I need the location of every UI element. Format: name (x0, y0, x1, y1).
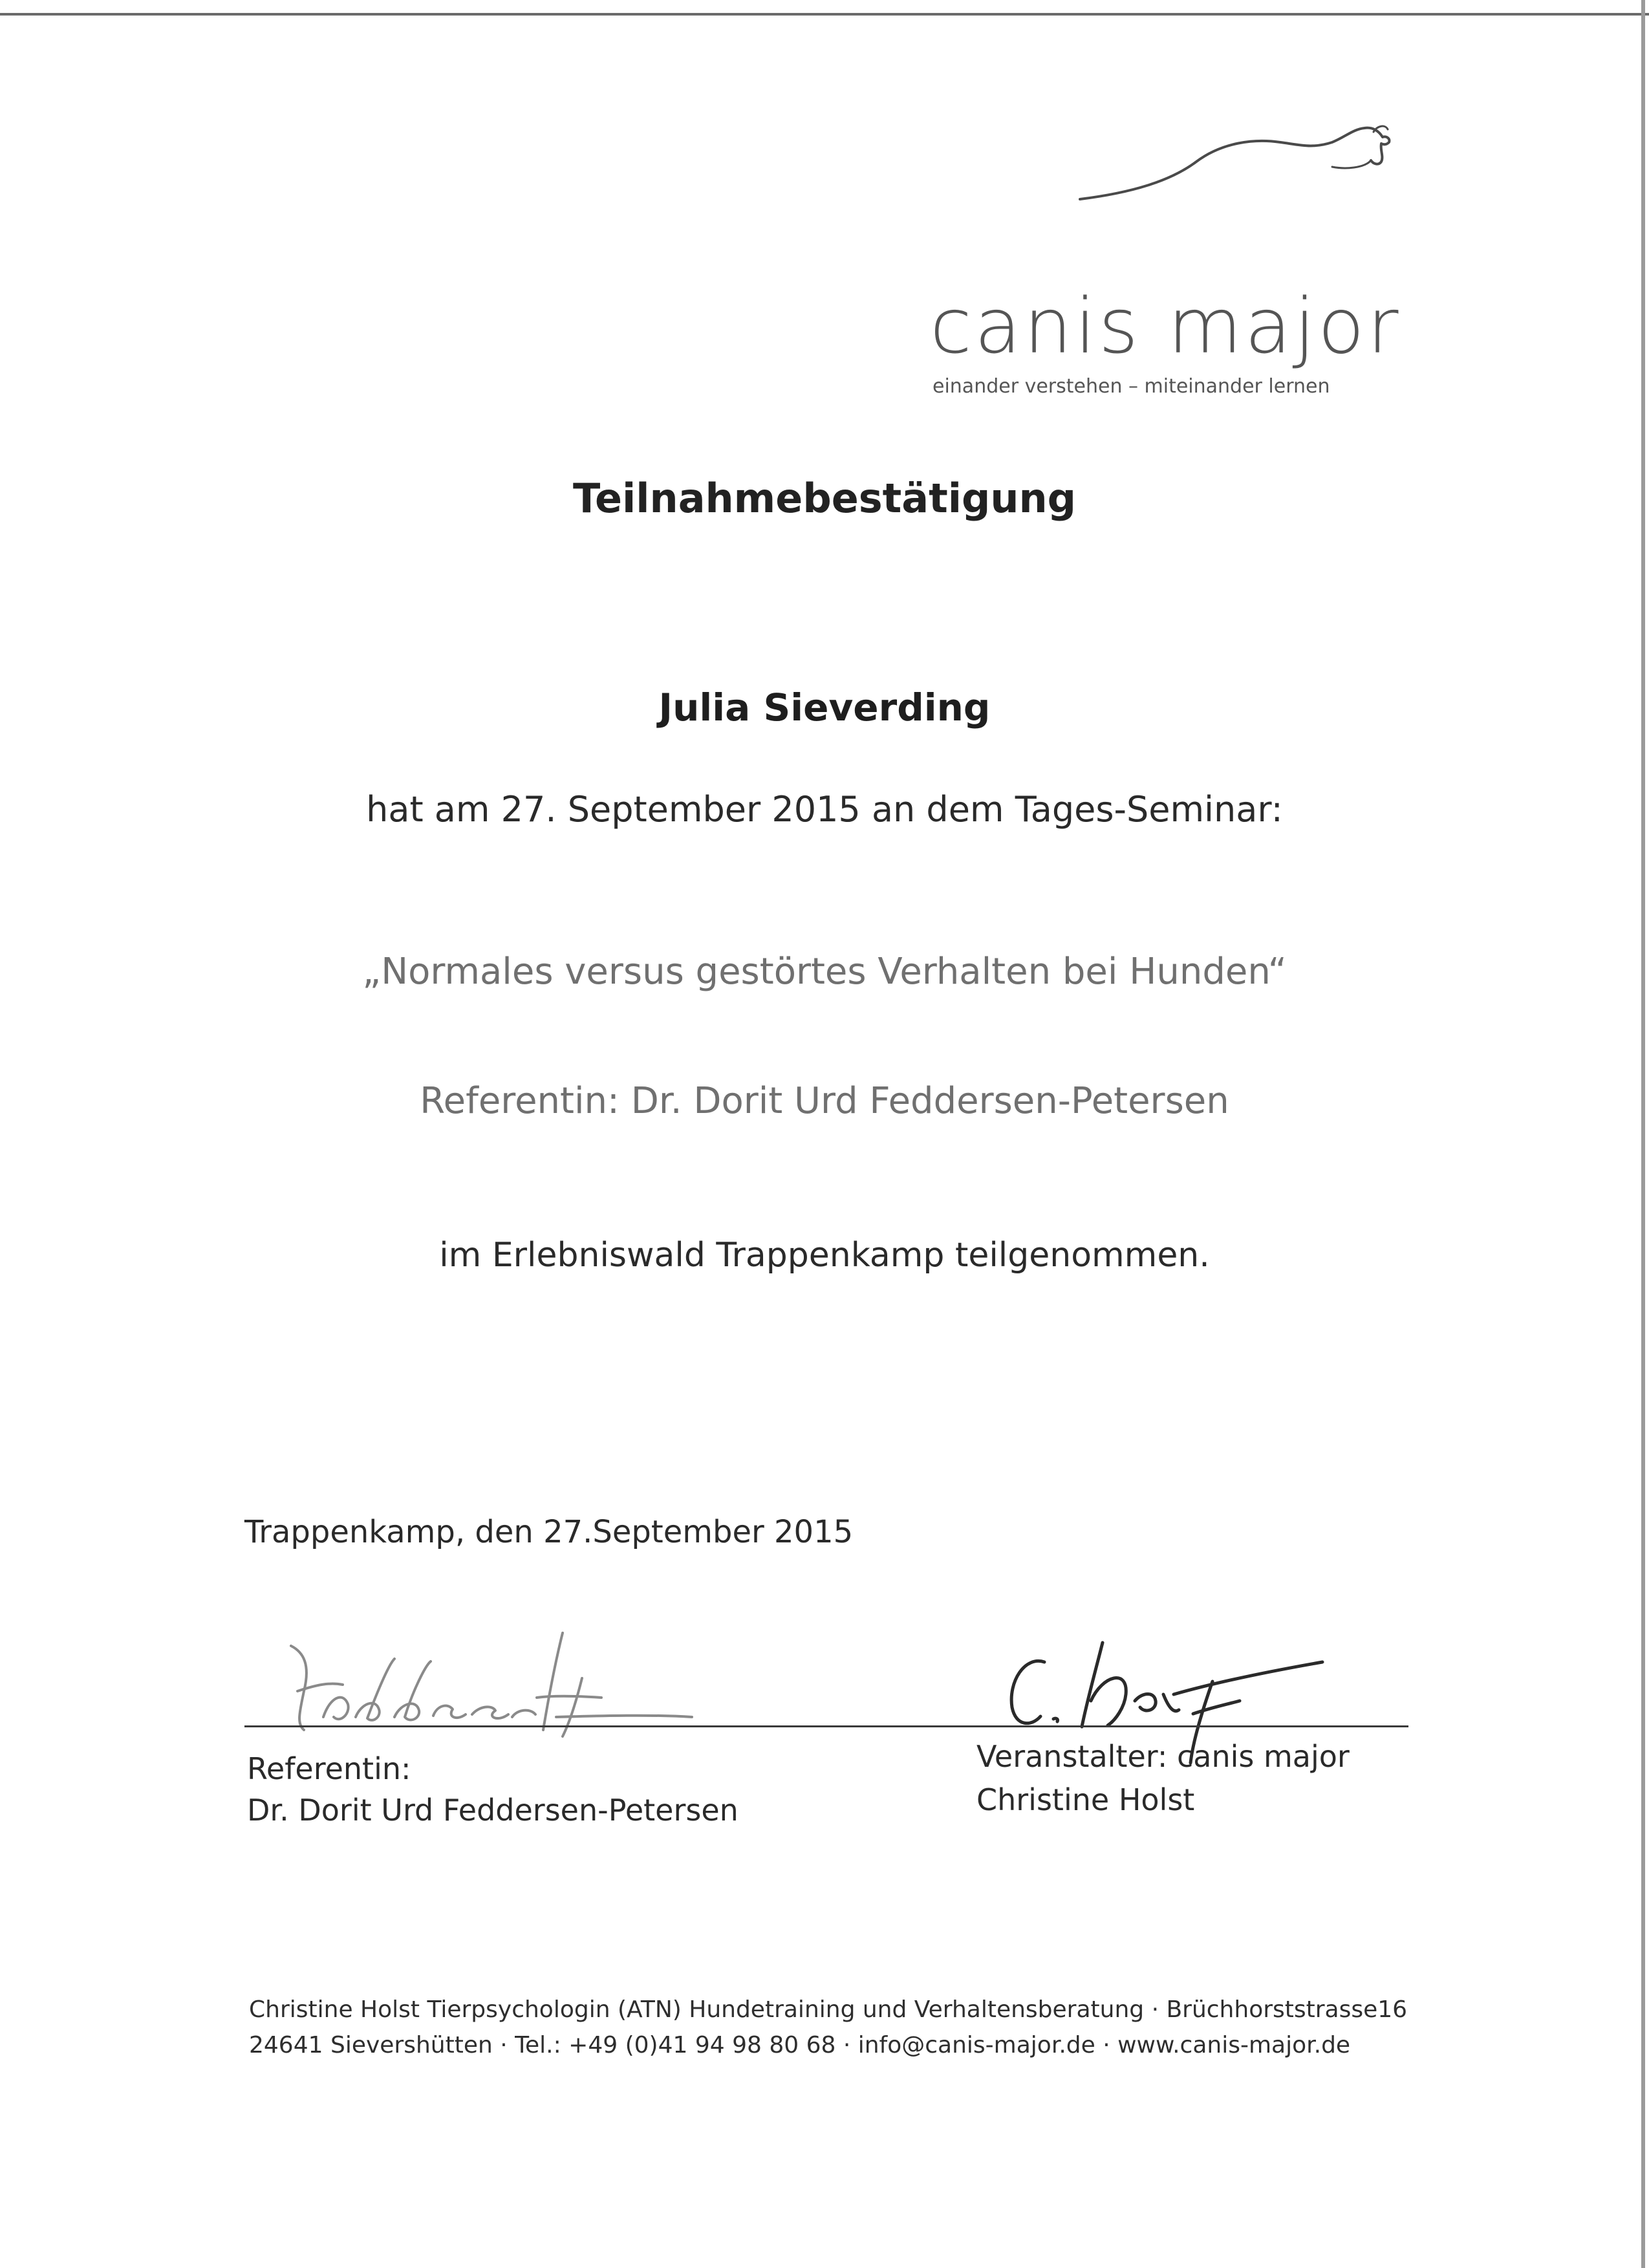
logo (918, 123, 1410, 398)
seminar-title: „Normales versus gestörtes Verhalten bei Hunden“ (362, 951, 1287, 993)
location-line: im Erlebniswald Trappenkamp teilgenommen. (439, 1236, 1210, 1275)
left-signer-role: Referentin: (247, 1751, 411, 1786)
scan-right-edge (1641, 0, 1645, 2268)
logo-wordmark: canis major (930, 281, 1401, 371)
speaker-line: Referentin: Dr. Dorit Urd Feddersen-Petersen (420, 1080, 1229, 1122)
participant-name: Julia Sieverding (658, 686, 991, 729)
left-signer-name: Dr. Dorit Urd Feddersen-Petersen (247, 1793, 738, 1828)
logo-tagline: einander verstehen – miteinander lernen (932, 375, 1330, 398)
document-title: Teilnahmebestätigung (572, 475, 1077, 522)
intro-text: hat am 27. September 2015 an dem Tages-Seminar: (366, 789, 1283, 830)
footer-address-line: Christine Holst Tierpsychologin (ATN) Hundetraining und Verhaltensberatung · Brüchhorststrasse16 (249, 1996, 1408, 2023)
signature-line (244, 1725, 1408, 1727)
right-signer-role: Veranstalter: canis major (976, 1739, 1350, 1774)
handwritten-signature-icon (278, 1620, 770, 1756)
scan-top-edge (0, 13, 1649, 16)
place-date: Trappenkamp, den 27.September 2015 (244, 1514, 854, 1550)
footer-contact-line: 24641 Sievershütten · Tel.: +49 (0)41 94 98 80 68 · info@canis-major.de · www.canis-major.de (249, 2032, 1351, 2058)
dog-outline-icon (918, 123, 1410, 207)
right-signer-name: Christine Holst (976, 1782, 1195, 1817)
